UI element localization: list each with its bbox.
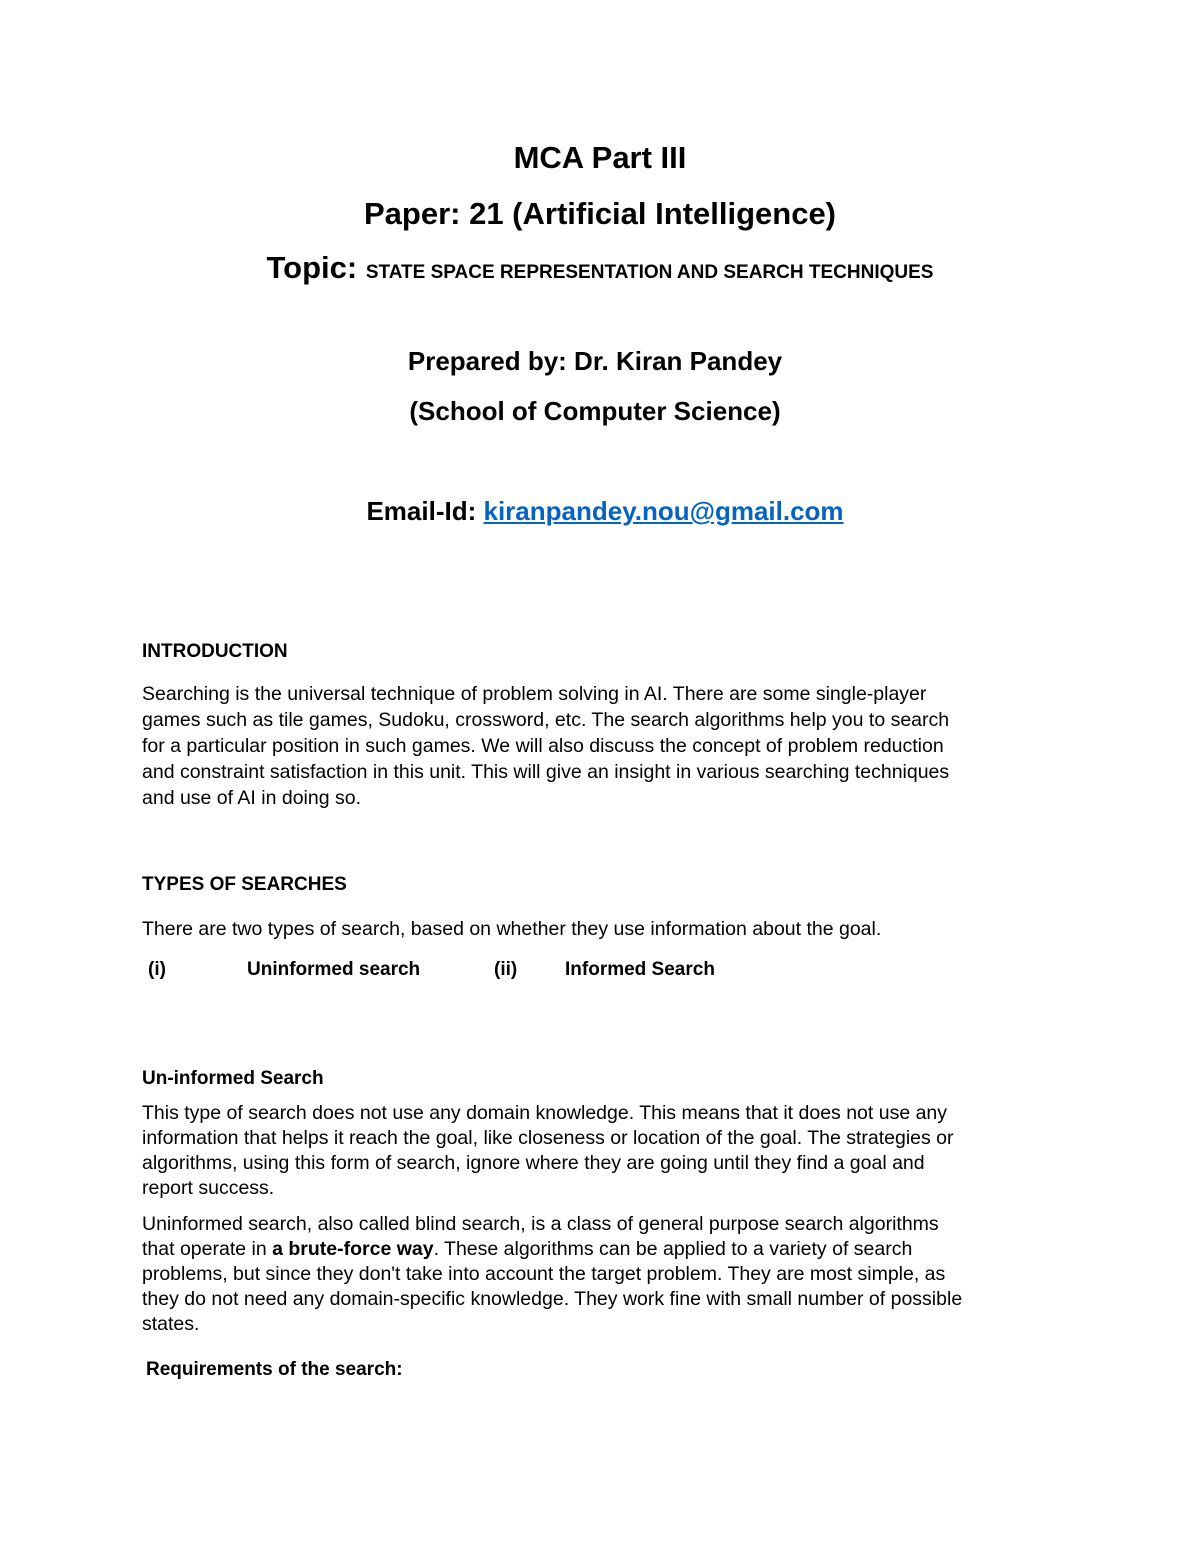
- uninformed-paragraph-2: [142, 1212, 1062, 1337]
- email-line: [5, 496, 1200, 527]
- list-marker: (i): [148, 959, 166, 980]
- text-line: report success.: [142, 1177, 275, 1199]
- types-heading: TYPES OF SEARCHES: [142, 874, 347, 895]
- uninformed-heading: Un-informed Search: [142, 1068, 324, 1089]
- prepared-by: Prepared by: Dr. Kiran Pandey: [407, 346, 783, 376]
- text-line: and constraint satisfaction in this unit. This will give an insight in various searching techniques: [142, 761, 950, 783]
- text-line: information that helps it reach the goal, like closeness or location of the goal. The strategies or: [142, 1127, 954, 1149]
- text-line: This type of search does not use any domain knowledge. This means that it does not use any: [142, 1102, 948, 1124]
- text-line: Uninformed search, also called blind search, is a class of general purpose search algorithms: [142, 1213, 939, 1235]
- text-line: and use of AI in doing so.: [142, 787, 361, 809]
- list-item: Informed Search: [565, 959, 715, 980]
- text-line: Searching is the universal technique of problem solving in AI. There are some single-player: [142, 683, 927, 705]
- school-name: (School of Computer Science): [409, 396, 781, 426]
- text-line: [142, 1237, 1062, 1262]
- text-line: problems, but since they don't take into account the target problem. They are most simple, as: [142, 1263, 946, 1285]
- types-paragraph: There are two types of search, based on whether they use information about the goal.: [142, 918, 882, 940]
- topic-line: [0, 250, 1200, 286]
- text-line: for a particular position in such games. We will also discuss the concept of problem reduction: [142, 735, 944, 757]
- text-line: algorithms, using this form of search, ignore where they are going until they find a goal and: [142, 1152, 925, 1174]
- text-line: states.: [142, 1313, 200, 1335]
- bold-term: a brute-force way: [272, 1238, 434, 1260]
- topic-value: STATE SPACE REPRESENTATION AND SEARCH TECHNIQUES: [365, 262, 934, 283]
- text-run: that operate in: [142, 1238, 273, 1260]
- list-item: Uninformed search: [247, 959, 421, 980]
- course-title: MCA Part III: [513, 140, 687, 175]
- email-link[interactable]: kiranpandey.nou@gmail.com: [483, 496, 844, 526]
- introduction-heading: INTRODUCTION: [142, 641, 288, 662]
- uninformed-paragraph-1: [142, 1101, 1062, 1201]
- requirements-heading: Requirements of the search:: [146, 1359, 403, 1380]
- email-label: Email-Id:: [366, 496, 477, 526]
- topic-label: Topic:: [266, 250, 358, 285]
- introduction-paragraph: [142, 681, 1062, 811]
- text-line: games such as tile games, Sudoku, crossword, etc. The search algorithms help you to search: [142, 709, 950, 731]
- text-line: they do not need any domain-specific knowledge. They work fine with small number of possible: [142, 1288, 963, 1310]
- text-run: . These algorithms can be applied to a variety of search: [433, 1238, 913, 1260]
- paper-title: Paper: 21 (Artificial Intelligence): [363, 196, 837, 231]
- list-marker: (ii): [494, 959, 518, 980]
